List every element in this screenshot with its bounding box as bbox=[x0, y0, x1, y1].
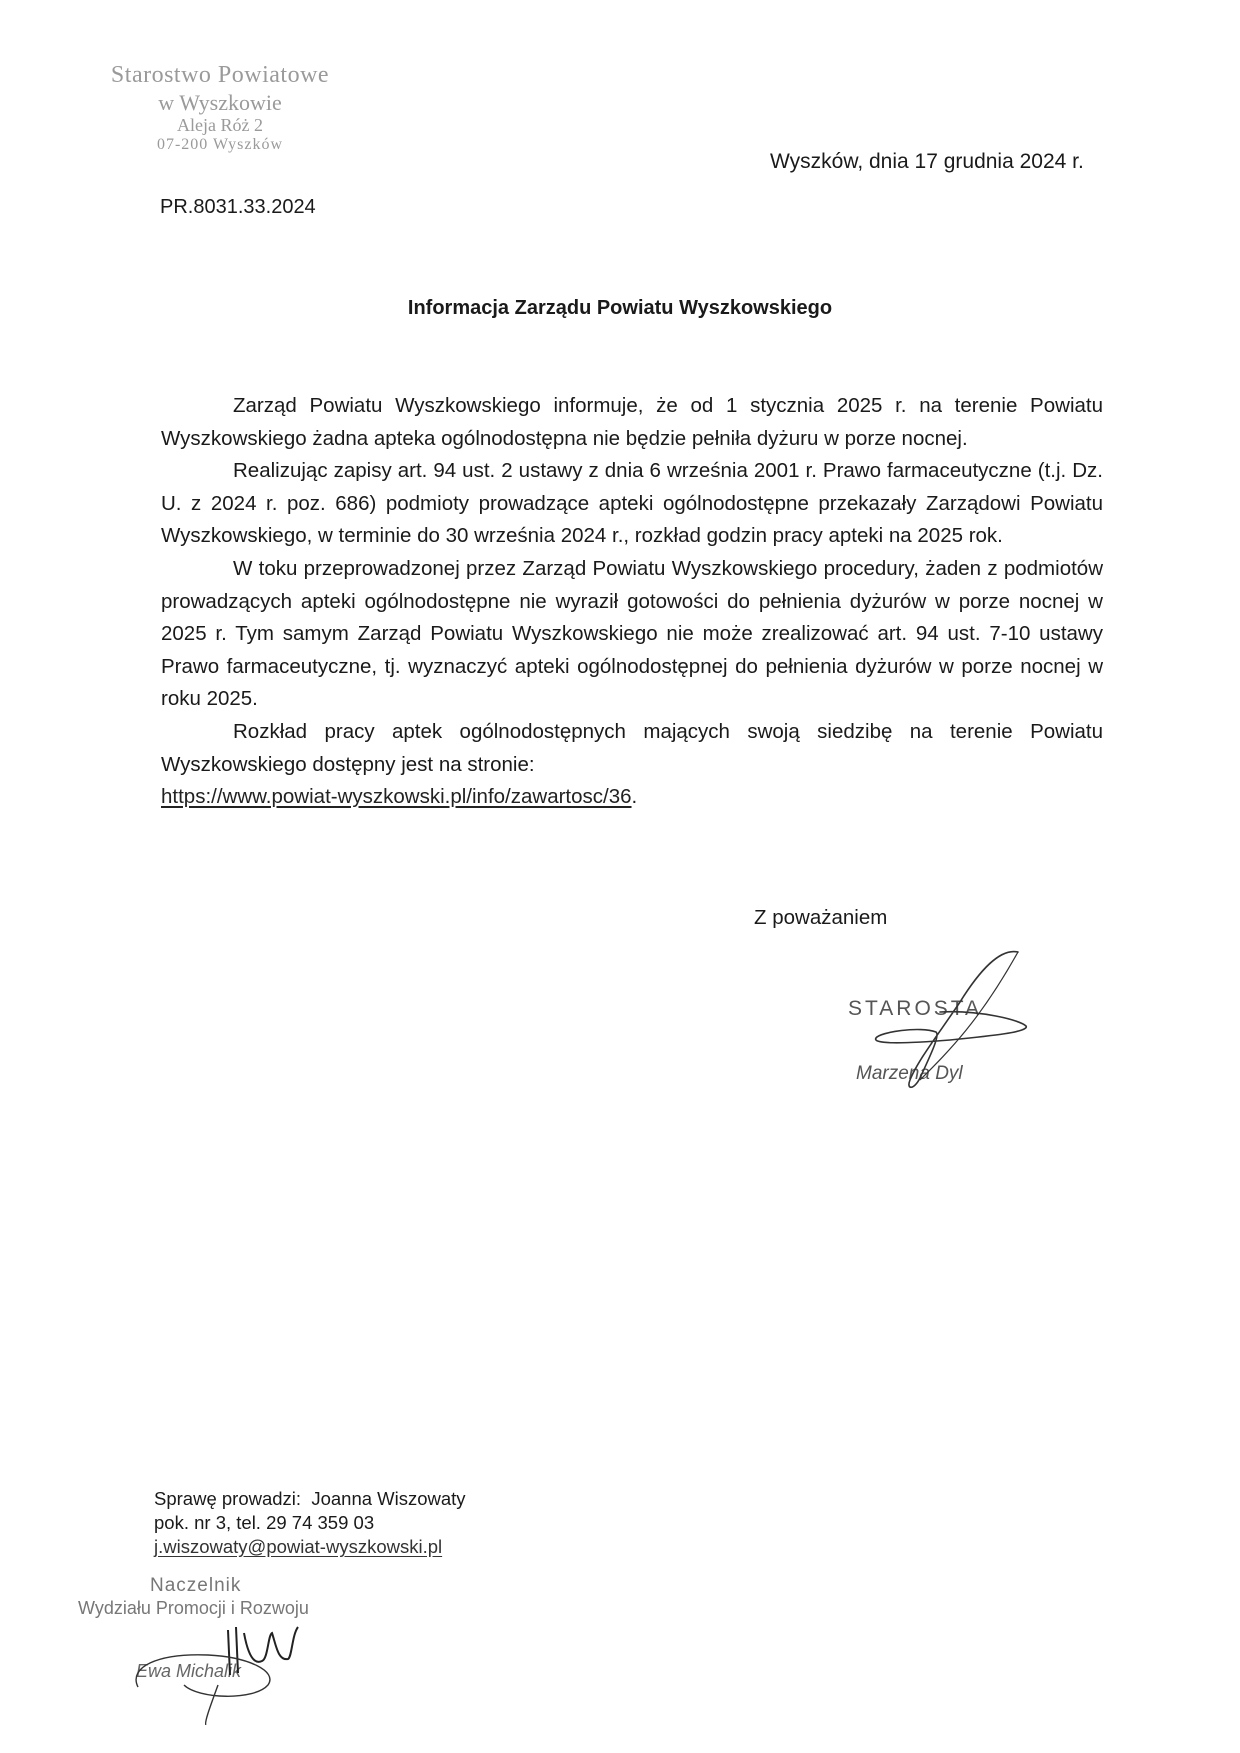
letter-body bbox=[161, 390, 1103, 814]
closing-greeting: Z poważaniem bbox=[754, 906, 888, 929]
naczelnik-department: Wydziału Promocji i Rozwoju bbox=[78, 1598, 309, 1618]
naczelnik-signature-block bbox=[78, 1575, 378, 1725]
pharmacy-schedule-link[interactable]: https://www.powiat-wyszkowski.pl/info/zawartosc/36 bbox=[161, 785, 632, 809]
handler-label: Sprawę prowadzi: bbox=[154, 1488, 302, 1509]
paragraph-1: Zarząd Powiatu Wyszkowskiego informuje, że od 1 stycznia 2025 r. na terenie Powiatu Wyszkowskiego żadna apteka ogólnodostępna nie będzie pełniła dyżuru w porze nocnej. bbox=[161, 394, 1103, 450]
stamp-line-street: Aleja Róż 2 bbox=[177, 114, 263, 135]
contact-line: pok. nr 3, tel. 29 74 359 03 bbox=[154, 1512, 375, 1533]
document-title: Informacja Zarządu Powiatu Wyszkowskiego bbox=[407, 297, 833, 319]
contact-footer bbox=[154, 1487, 466, 1559]
signatory-title: STAROSTA bbox=[848, 997, 983, 1020]
handler-email-link[interactable]: j.wiszowaty@powiat-wyszkowski.pl bbox=[154, 1536, 443, 1557]
letter-date: Wyszków, dnia 17 grudnia 2024 r. bbox=[770, 150, 1084, 173]
paragraph-4: Rozkład pracy aptek ogólnodostępnych mających swoją siedzibę na terenie Powiatu Wyszkowskiego dostępny jest na stronie: bbox=[161, 719, 1103, 776]
stamp-line-city: w Wyszkowie bbox=[158, 89, 282, 115]
naczelnik-role: Naczelnik bbox=[150, 1575, 242, 1596]
handwritten-signature-icon bbox=[840, 940, 1040, 1110]
stamp-line-postal: 07-200 Wyszków bbox=[156, 135, 284, 153]
link-trailing-period: . bbox=[631, 785, 638, 809]
naczelnik-name: Ewa Michalik bbox=[136, 1661, 242, 1681]
link-line bbox=[161, 781, 1103, 814]
office-stamp bbox=[70, 62, 370, 154]
handler-line bbox=[154, 1487, 466, 1511]
paragraph-2: Realizując zapisy art. 94 ust. 2 ustawy z dnia 6 września 2001 r. Prawo farmaceutyczne (t.j. Dz. U. z 2024 r. poz. 686) podmioty prowadzące apteki ogólnodostępne przekazały Zarządowi Powiatu Wyszkowskiego, w terminie do 30 września 2024 r., rozkład godzin pracy apteki na 2025 rok. bbox=[161, 459, 1103, 548]
handler-name: Joanna Wiszowaty bbox=[311, 1488, 466, 1509]
reference-number: PR.8031.33.2024 bbox=[160, 196, 316, 218]
stamp-line-office: Starostwo Powiatowe bbox=[110, 62, 330, 88]
paragraph-3: W toku przeprowadzonej przez Zarząd Powiatu Wyszkowskiego procedury, żaden z podmiotów prowadzących apteki ogólnodostępne nie wyraził gotowości do pełnienia dyżurów w porze nocnej w 2025 r. Tym samym Zarząd Powiatu Wyszkowskiego nie może zrealizować art. 94 ust. 7-10 ustawy Prawo farmaceutyczne, tj. wyznaczyć apteki ogólnodostępnej do pełnienia dyżurów w porze nocnej w roku 2025. bbox=[161, 556, 1103, 711]
handwritten-signature-icon bbox=[78, 1575, 378, 1725]
signatory-name: Marzena Dyl bbox=[856, 1063, 963, 1084]
starosta-signature-block bbox=[840, 940, 1040, 1110]
